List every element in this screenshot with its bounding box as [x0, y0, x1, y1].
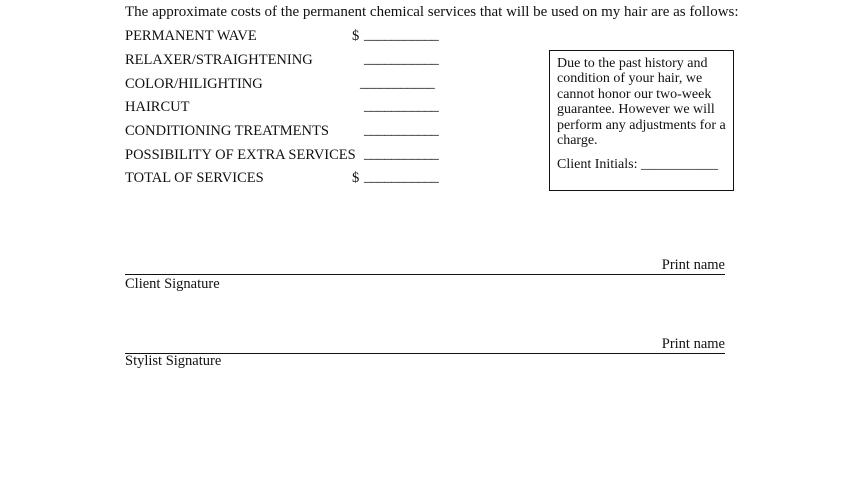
- client-initials-field[interactable]: Client Initials: ___________: [557, 157, 718, 173]
- stylist-signature-label: Stylist Signature: [125, 353, 222, 369]
- cost-blank-color[interactable]: ___________: [360, 75, 435, 91]
- cost-blank-total[interactable]: ___________: [364, 169, 439, 185]
- client-print-name-label: Print name: [661, 257, 725, 273]
- dollar-sign: $: [352, 28, 360, 44]
- service-label-haircut: HAIRCUT: [125, 99, 190, 115]
- cost-blank-relaxer[interactable]: ___________: [364, 51, 439, 67]
- cost-blank-conditioning[interactable]: ___________: [364, 122, 439, 138]
- intro-text: The approximate costs of the permanent chemical services that will be used on my hair are as follows:: [125, 4, 739, 20]
- service-label-total: TOTAL OF SERVICES: [125, 170, 264, 186]
- client-signature-label: Client Signature: [125, 276, 220, 292]
- stylist-print-name-label: Print name: [661, 336, 725, 352]
- service-label-conditioning: CONDITIONING TREATMENTS: [125, 123, 329, 139]
- service-label-relaxer: RELAXER/STRAIGHTENING: [125, 52, 313, 68]
- guarantee-notice-box: [549, 50, 734, 191]
- cost-blank-extra-services[interactable]: ___________: [364, 146, 439, 162]
- cost-blank-haircut[interactable]: ___________: [364, 98, 439, 114]
- client-signature-line[interactable]: [125, 274, 725, 275]
- cost-blank-permanent-wave[interactable]: ___________: [364, 27, 439, 43]
- dollar-sign: $: [352, 170, 360, 186]
- guarantee-notice-text: Due to the past history and condition of your hair, we cannot honor our two-week guarantee. However we will perform any adjustments for a charge.: [557, 56, 726, 148]
- service-label-extra-services: POSSIBILITY OF EXTRA SERVICES: [125, 147, 356, 163]
- service-label-permanent-wave: PERMANENT WAVE: [125, 28, 257, 44]
- service-label-color: COLOR/HILIGHTING: [125, 76, 263, 92]
